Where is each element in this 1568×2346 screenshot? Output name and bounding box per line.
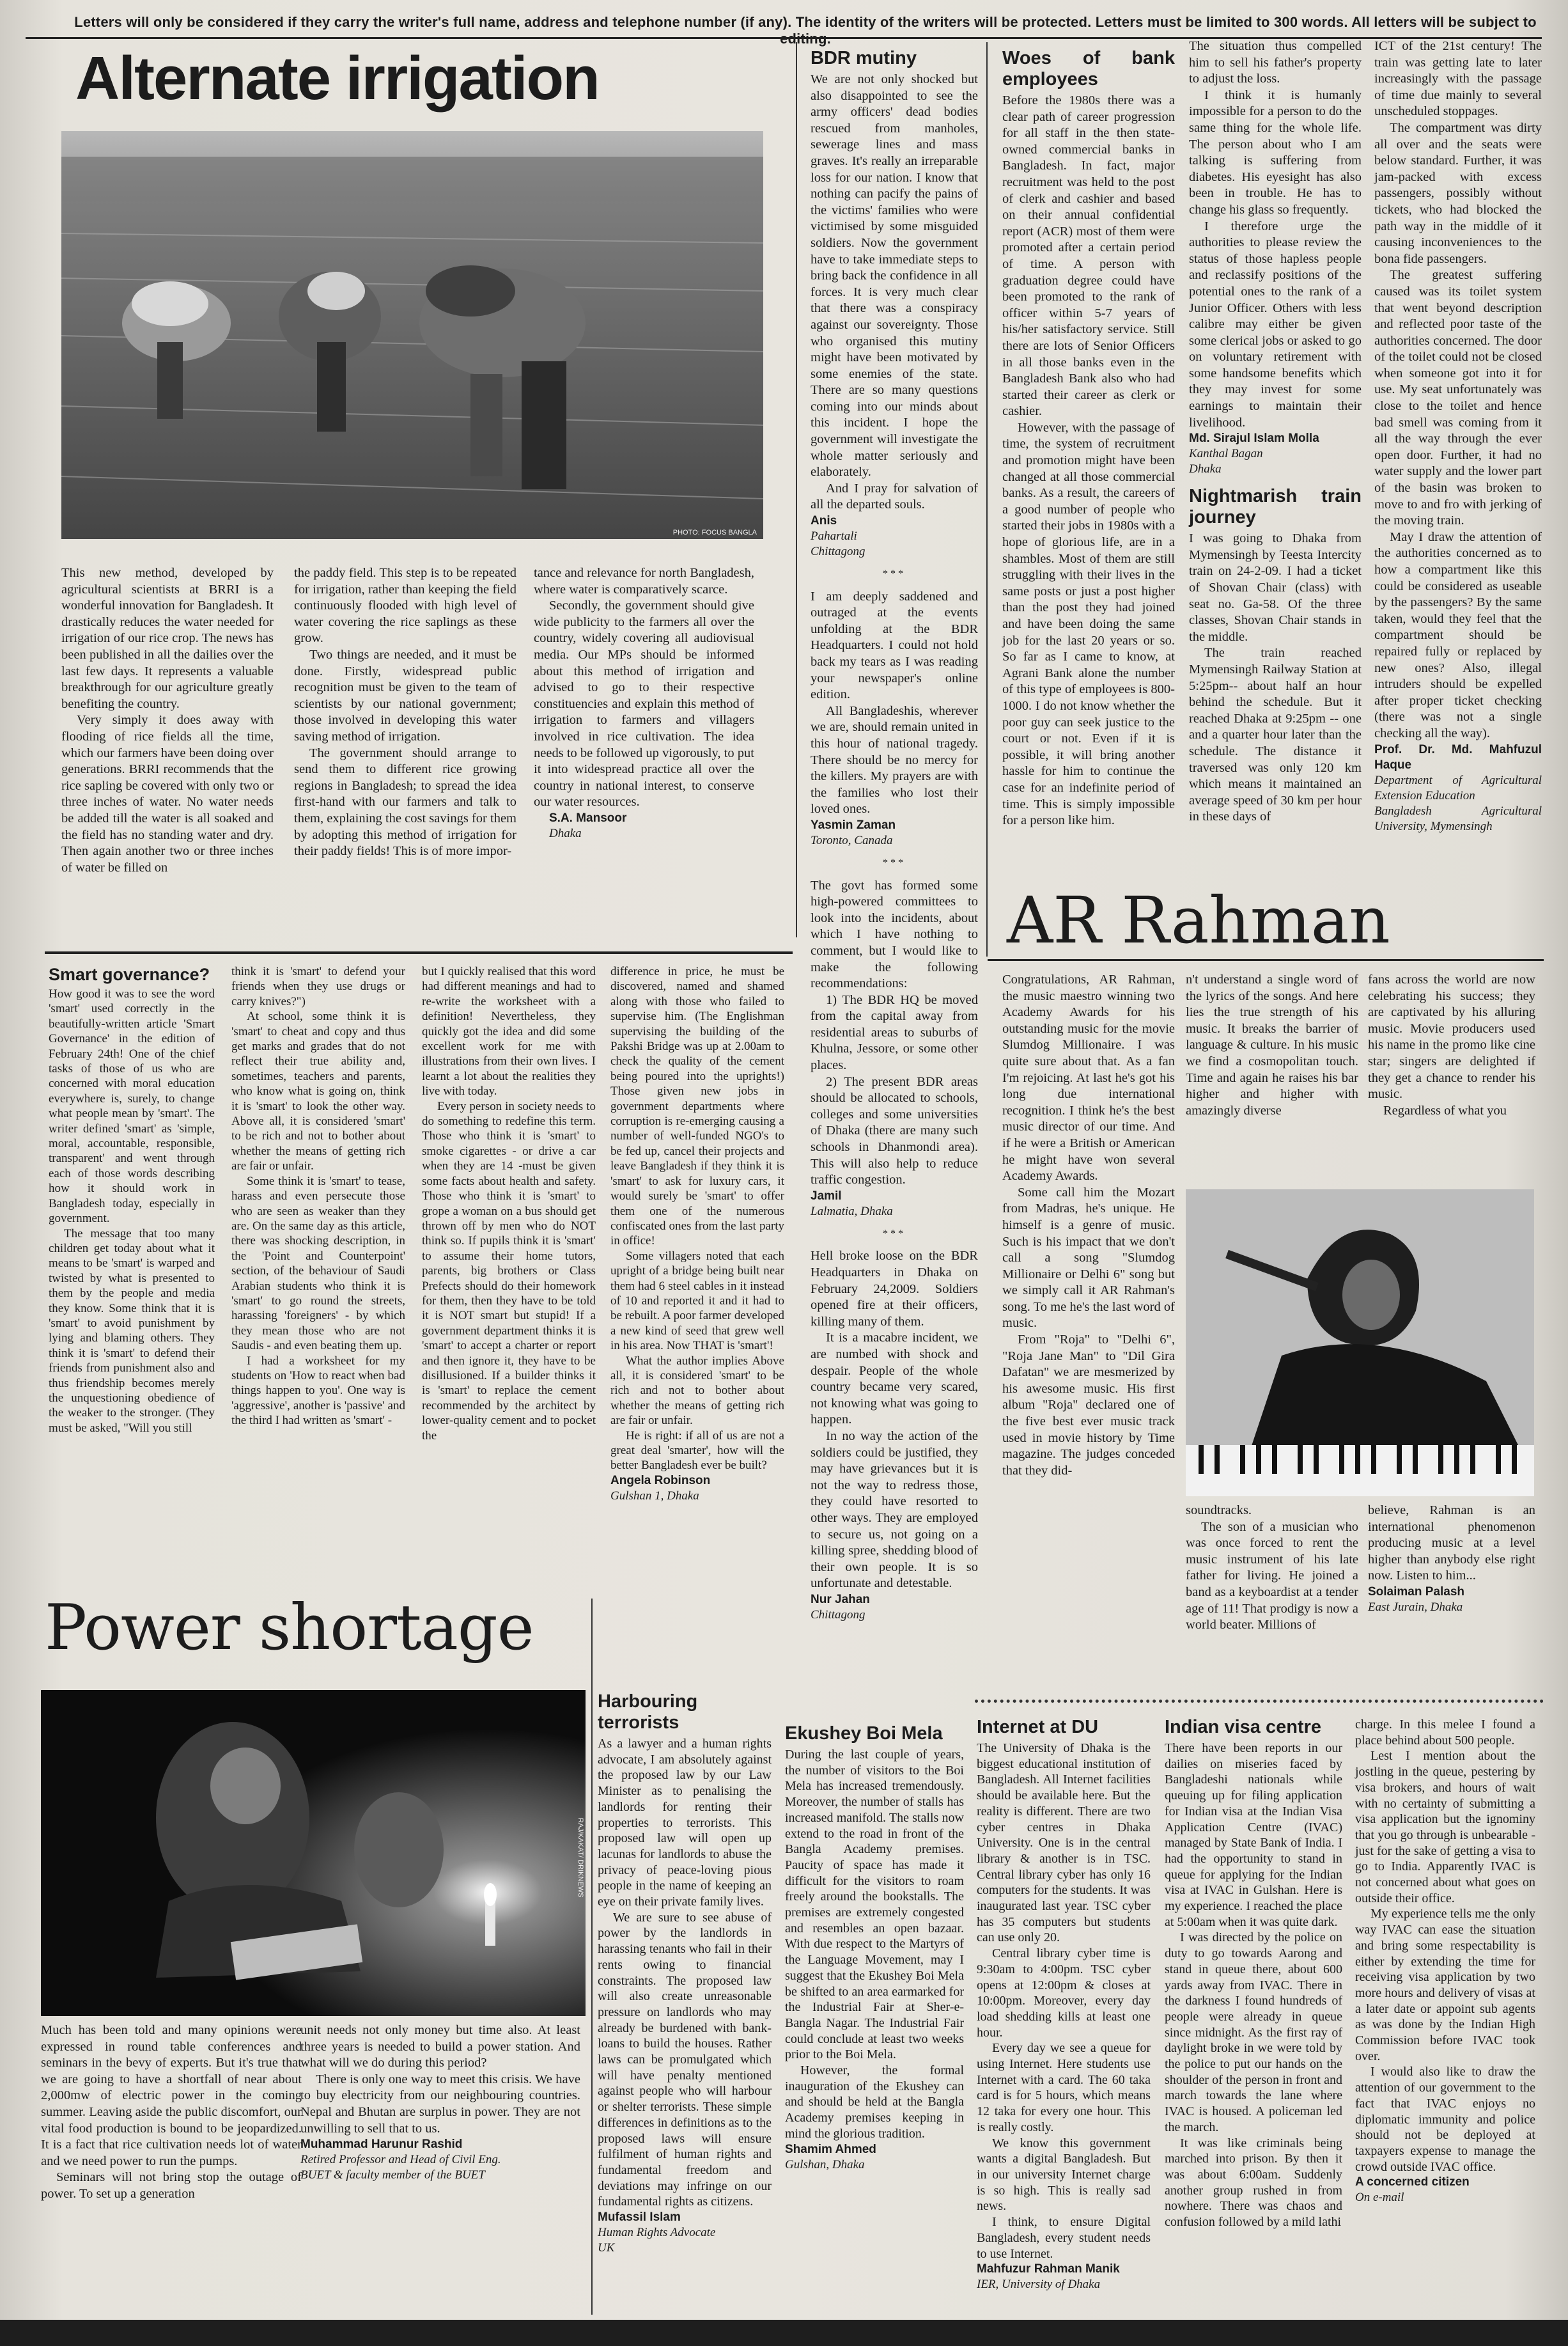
separator-stars: *** <box>883 568 906 580</box>
bdr-place: Chittagong <box>811 545 866 559</box>
irrigation-para: Very simply it does away with flooding of rice fields all the time, which our farmers have been doing over generations. BRRI recommends that the rice sapling be covered with only two or three inches of water. No water needs be added till the water is all soaked and the field has no standing water and dry. Then again another two or three inches of water be filled on <box>61 713 274 875</box>
smart-para: How good it was to see the word 'smart' used correctly in the beautifully-written article 'Smart Governance' in the edition of February 24th! One of the chief tasks of those of us who are concerned with moral education everywhere is, surely, to change what people mean by 'smart'. The writer defined 'smart' as 'simple, moral, accountable, responsible, transparent' and went through each of those words describing how it should work in Bangladesh today, especially in government. <box>49 987 215 1226</box>
rahman-headline: AR Rahman <box>1007 883 1390 958</box>
power-col1 <box>41 2022 302 2203</box>
visa-para: It was like criminals being marched into prison. By then it was about 6:00am. Suddenly another group rushed in from nowhere. There was chaos and confusion followed by a mild lathi <box>1165 2136 1342 2230</box>
internet-para: Central library cyber time is 9:30am to 4:00pm. TSC cyber opens at 12:00pm & closes at 10:00pm. Moreover, every day load shedding kills at least one hour. <box>977 1946 1151 2040</box>
train-headline: Nightmarish train journey <box>1189 486 1362 528</box>
bank-para: However, with the passage of time, the system of recruitment and promotion might have been changed at all those commercial banks. As a result, the careers of a good number of people who started their jobs in 1980s with a hope of glorious life, are in a shambles. Most of them are still struggling with their lives in the same posts or just a post higher than the post they had joined and have been doing the same job for the last 20 years or so. So far as I came to know, at Agrani Bank alone the number of this type of employees is 800-1000. I do not know whether the poor guy can seek justice to the court or not. Even if it is possible, it will bring another hassle for him to continue the case for an indefinite period of time. This is simply impossible for a person like him. <box>1002 420 1175 828</box>
irrigation-col1 <box>61 565 274 876</box>
smart-headline: Smart governance? <box>49 965 210 984</box>
boimela-place: Gulshan, Dhaka <box>785 2157 865 2171</box>
photo-credit: PHOTO: FOCUS BANGLA <box>672 529 757 536</box>
visa-column-2 <box>1355 1717 1535 2205</box>
visa-column <box>1165 1717 1342 2230</box>
page-bottom-edge <box>0 2320 1568 2346</box>
bdr-place: Lalmatia, Dhaka <box>811 1204 893 1218</box>
rahman-para: From "Roja" to "Delhi 6", "Roja Jane Man" to "Dil Gira Dafatan" we are mesmerized by his awesome music. His first album "Roja" declared one of the five best ever music track used in movie history by Time magazine. The judges conceded that they did- <box>1002 1333 1175 1478</box>
bdr-author: Nur Jahan <box>811 1592 870 1606</box>
boimela-headline: Ekushey Boi Mela <box>785 1723 943 1744</box>
bdr-para: Hell broke loose on the BDR Headquarters in Dhaka on February 24,2009. Soldiers opened fire at their officers, killing many of them. <box>811 1249 978 1329</box>
train-para: The train reached Mymensingh Railway Station at 5:25pm-- about half an hour behind the schedule. But it reached Dhaka at 9:25pm -- one and a quarter hour later than the schedule. The distance it traversed was only 120 km which means it maintained an average speed of 30 km per hour in these days of <box>1189 646 1362 824</box>
rahman-para: The son of a musician who was once forced to rent the music instrument of his late father for living. He joined a band as a keyboardist at a tender age of 11! That prodigy is now a world beater. Millions of <box>1186 1519 1358 1632</box>
visa-para: There have been reports in our dailies on miseries faced by Bangladeshi nationals while queuing up for filing application for Indian visa at the Indian Visa Application Centre (IVAC) managed by State Bank of India. I had the opportunity to stand in queue for applying for the Indian visa at IVAC in Gulshan. Here is my experience. I reached the place at 5:00am when it was quite dark. <box>1165 1741 1342 1929</box>
bank-para: The situation thus compelled him to sell his father's property to adjust the loss. <box>1189 39 1362 86</box>
letters-policy-banner: Letters will only be considered if they carry the writer's full name, address and telephone number (if any). The identity of the writers will be protected. Letters must be limited to 300 words. All letters will be subject to <box>74 14 1537 30</box>
bdr-para: In no way the action of the soldiers could be justified, they may have grievances but it is not the way to redress those, they could have resorted to other ways. They are employed to secure us, not going on a killing spree, shedding blood of their own people. It is so unfortunate and detestable. <box>811 1428 978 1591</box>
smart-para: Some think it is 'smart' to tease, harass and even persecute those who are seen as weaker than they are. On the same day as this article, there was shocking description, in the 'Point and Counterpoint' section, of the behaviour of Saudi Arabian students who think it is 'smart' to go round the streets, harassing 'foreigners' - by which they mean those who are not Saudis - and even beating them up. <box>231 1174 405 1353</box>
irrigation-para: tance and relevance for north Bangladesh, where water is comparatively scarce. <box>534 566 754 597</box>
train-place: Bangladesh Agricultural University, Mymensingh <box>1374 804 1542 833</box>
rahman-para: n't understand a single word of the lyrics of the songs. And here lies the true strength of his music. It breaks the barrier of language & culture. In his music we find a cosmopolitan touch. Time and again he raises his bar higher and higher with amazingly diverse <box>1186 973 1358 1118</box>
irrigation-author: S.A. Mansoor <box>549 811 627 825</box>
visa-headline: Indian visa centre <box>1165 1717 1321 1737</box>
smart-col2 <box>231 964 405 1428</box>
bdr-para: We are not only shocked but also disappointed to see the army officers' dead bodies rescued from manholes, sewerage lines and mass graves. It's really an irreparable loss for our nation. I know that nothing can pacify the pains of the victims' families who were victimised by some misguided soldiers. Now the government have to take immediate steps to bring back the confidence in all forces. It is very much clear that there was a conspiracy against our sovereignty. Those who organised this mutiny might have been motivated by some enemies of the state. There are so many questions coming into our minds about this incident. I hope the government will investigate the whole matter seriously and elaborately. <box>811 72 978 480</box>
smart-para: but I quickly realised that this word had different meanings and had to re-write the worksheet with a definition! Nevertheless, they quickly got the idea and did some excellent work for me with illustrations from their own lives. I learnt a lot about the realities they live with today. <box>422 965 596 1099</box>
smart-para: He is right: if all of us are not a great deal 'smarter', how will the better Bangladesh ever be built? <box>610 1428 784 1473</box>
section-rule <box>45 951 793 954</box>
bank-para: Before the 1980s there was a clear path of career progression for all staff in the then state-owned commercial banks in Bangladesh. In fact, major recruitment was held to the post of clerk and cashier and based on their annual confidential report (ACR) most of them were promoted after a certain period of time. A person with graduation degree could have been promoted to the rank of officer within 5-7 years of his/her satisfactory service. Still there are lots of Senior Officers in all those banks even in the Bangladesh Bank also who had started their career as clerk or cashier. <box>1002 93 1175 419</box>
smart-para: difference in price, he must be discovered, named and shamed along with those who failed to supervise him. (The Englishman supervising the building of the Pakshi Bridge was up at 2.00am to check the quality of the cement being poured into the uprights!) Those given new jobs in government departments where corruption is re-emerging causing a number of well-funded NGO's to be fed up, cancel their projects and leave Bangladesh if they think it is 'smart' to ask for luxury cars, it would surely be 'smart' to offer them one of the numerous confiscated ones from the last party in office! <box>610 965 784 1248</box>
power-para: There is only one way to meet this crisis. We have to buy electricity from our neighbouring countries. Nepal and Bhutan are surplus in power. They are not unwilling to sell that to us. <box>300 2072 580 2136</box>
irrigation-col2 <box>294 565 516 860</box>
rahman-author: Solaiman Palash <box>1368 1584 1465 1599</box>
bdr-place: Chittagong <box>811 1607 866 1622</box>
bank-place: Kanthal Bagan <box>1189 447 1263 461</box>
smart-para: What the author implies Above all, it is considered 'smart' to be rich and not to bother about whether the means of getting rich are fair or unfair. <box>610 1354 784 1428</box>
internet-headline: Internet at DU <box>977 1717 1099 1737</box>
boimela-column <box>785 1723 964 2173</box>
rahman-para: Some call him the Mozart from Madras, he's unique. He himself is a genre of music. Such is his impact that we don't call a song "Slumdog Millionaire or Delhi 6" song but we simply call it AR Rahman's song. To me he's the last word of music. <box>1002 1185 1175 1331</box>
photo-credit: RAJ/KAKAT/ DRIKNEWS <box>577 1818 584 1898</box>
harbouring-author: Mufassil Islam <box>598 2210 681 2225</box>
rice-field-photo <box>61 131 763 539</box>
bdr-para: The govt has formed some high-powered committees to look into the incidents, about which I have nothing to comment, but I would like to make the following recommendations: <box>811 878 978 991</box>
visa-para: I would also like to draw the attention of our government to the fact that IVAC enjoys no diplomatic immunity and police should not be deployed at taxpayers expense to manage the crowd outside IVAC office. <box>1355 2065 1535 2174</box>
smart-para: I had a worksheet for my students on 'How to react when bad things happen to you'. One way is 'aggressive', another is 'passive' and the third I had written as 'smart' - <box>231 1354 405 1428</box>
bank-para: I think it is humanly impossible for a person to do the same thing for the whole life. The person about who I am talking is suffering from diabetes. His eyesight has also been in trouble. He has to change his glass so frequently. <box>1189 88 1362 217</box>
internet-para: The University of Dhaka is the biggest educational institution of Bangladesh. All Internet facilities should be available here. But the reality is different. There are two cyber centres in Dhaka University. One is in the central library & another is in TSC. Central library cyber has only 16 computers for the students. It was inaugurated last year. TSC cyber has 35 computers but students can use only 20. <box>977 1741 1151 1945</box>
visa-para: My experience tells me the only way IVAC can ease the situation and bring some respectability is either by extending the time for receiving visa application by two more hours and delivery of visas at a later date or appoint sub agents as was done by the Indian High Commission before IVAC took over. <box>1355 1907 1535 2063</box>
power-headline: Power shortage <box>45 1591 534 1664</box>
train-para: The greatest suffering caused was its toilet system that went beyond description and reflected poor taste of the authorities concerned. The door of the toilet could not be closed when someone got into it for use. My seat unfortunately was close to the toilet and hence bad smell was coming from it all the way through the ever open door. Further, it had no water supply and the lower part of the basin was broken to move to and fro with jerking of the moving train. <box>1374 268 1542 528</box>
rahman-para: Congratulations, AR Rahman, the music maestro winning two Academy Awards for his outstanding music for the movie Slumdog Millionaire. I was quite sure about that. As a fan I'm rejoicing. At last he's got his long due international recognition. I think he's the best music director of our time. And if he were a British or American he might have won several Academy Awards. <box>1002 973 1175 1184</box>
bdr-place: Toronto, Canada <box>811 833 893 847</box>
internet-column <box>977 1717 1151 2292</box>
rahman-col1 <box>1002 972 1175 1479</box>
power-para: Seminars will not bring stop the outage of power. To set up a generation <box>41 2170 302 2201</box>
harbouring-place: UK <box>598 2241 615 2255</box>
power-author: Muhammad Harunur Rashid <box>300 2138 463 2152</box>
rahman-para: Regardless of what you <box>1383 1103 1507 1118</box>
bank-column-2 <box>1189 38 1362 825</box>
bdr-para: And I pray for salvation of all the departed souls. <box>811 481 978 512</box>
visa-para: Lest I mention about the jostling in the queue, pestering by visa brokers, and hours of wait with no certainty of submitting a visa application but the ignominy that you go through is unbearable - just for the sake of getting a visa to go to India. Apparently IVAC is not concerned about what goes on outside their office. <box>1355 1749 1535 1905</box>
separator-stars: *** <box>883 1228 906 1239</box>
rahman-para: fans across the world are now celebrating his success; they are captivated by his alluring music. Movie producers used his name in the promo like cine star; singers are delighted if they get a chance to render his music. <box>1368 973 1535 1102</box>
visa-para: I was directed by the police on duty to go towards Aarong and stand in queue there, about 600 yards away from IVAC. There in the darkness I found hundreds of people were already in queue since midnight. As the first ray of daylight broke in we were told by the police to put our hands on the shoulder of the person in front and march towards the lane where IVAC is housed. A policeman led the march. <box>1165 1930 1342 2134</box>
smart-col3 <box>422 964 596 1443</box>
dotted-rule <box>975 1700 1544 1703</box>
visa-place: On e-mail <box>1355 2191 1404 2205</box>
visa-author: A concerned citizen <box>1355 2175 1470 2189</box>
smart-col1 <box>49 964 215 1435</box>
internet-para: Every day we see a queue for using Internet. Here students use Internet with a card. The 60 taka card is for 5 hours, which means 12 taka for every one hour. This is really costly. <box>977 2041 1151 2134</box>
rahman-col2 <box>1186 972 1358 1119</box>
separator-stars: *** <box>883 857 906 868</box>
visa-para: charge. In this melee I found a place behind about 500 people. <box>1355 1717 1535 1748</box>
rahman-photo <box>1186 1189 1534 1496</box>
smart-para: At school, some think it is 'smart' to cheat and copy and thus get marks and grades that do not reflect their true ability and, sometimes, teachers and parents, who know what is going on, think it is 'smart' to look the other way. Above all, it is considered 'smart' to be rich and not to bother about whether the means of getting rich are fair or unfair. <box>231 1010 405 1173</box>
smart-para: Some villagers noted that each upright of a bridge being built near them had 6 steel cables in it instead of 10 and reported it and it had to be rebuilt. A poor farmer developed a new kind of seed that grew well in his area. Now THAT is 'smart'! <box>610 1249 784 1353</box>
smart-place: Gulshan 1, Dhaka <box>610 1489 699 1503</box>
smart-col4 <box>610 964 784 1504</box>
rahman-col-bottom2 <box>1368 1503 1535 1615</box>
bdr-para: 1) The BDR HQ be moved from the capital away from residential areas to suburbs of Khulna, Jessore, or some other places. <box>811 992 978 1073</box>
smart-para: The message that too many children get today about what it means to be 'smart' is warped and twisted by what is presented to them by the people and media they know. Some think that it is 'smart' to avoid punishment by lying and blaming others. They think it is 'smart' to defend their friends from punishment also and thus friendship becomes merely the unquestioning obedience of the weaker to the stronger. (They must be asked, "Will you still <box>49 1226 215 1435</box>
rahman-place: East Jurain, Dhaka <box>1368 1600 1463 1614</box>
rahman-col3 <box>1368 972 1535 1119</box>
internet-place: IER, University of Dhaka <box>977 2278 1101 2292</box>
column-rule <box>986 42 988 957</box>
bdr-para: I am deeply saddened and outraged at the events unfolding at the BDR Headquarters. I could not hold back my tears as I was reading your newspaper's online edition. <box>811 589 978 702</box>
train-para: ICT of the 21st century! The train was getting late to later increasingly with the passage of time due mainly to several unscheduled stoppages. <box>1374 39 1542 119</box>
column-rule <box>796 42 797 937</box>
irrigation-place: Dhaka <box>549 826 582 840</box>
candlelight-study-image <box>41 1690 586 2016</box>
power-place: BUET & faculty member of the BUET <box>300 2168 485 2182</box>
bdr-author: Yasmin Zaman <box>811 818 896 832</box>
train-author: Prof. Dr. Md. Mahfuzul Haque <box>1374 742 1542 772</box>
internet-para: We know this government wants a digital Bangladesh. But in our university Internet charge is so high. This is really sad news. <box>977 2136 1151 2214</box>
musician-image <box>1186 1189 1534 1496</box>
harbouring-column <box>598 1691 772 2256</box>
smart-author: Angela Robinson <box>610 1473 711 1487</box>
column-rule <box>591 1599 593 2315</box>
smart-para: Every person in society needs to do something to redefine this term. Those who think it is 'smart' to smoke cigarettes - or drive a car when they are 14 -must be given some facts about health and safety. Those who think it is 'smart' to grope a woman on a bus should get thrown off by men who do NOT think so. If pupils think it is 'smart' to assume their home tutors, parents, big brothers or Class Prefects should do their homework for them, then they have to be told it is NOT smart but stupid! If a government department thinks it is 'smart' to accept a charter or report and then ignore it, they have to be disillusioned. If a builder thinks it is 'smart' to replace the cement recommended by the architect by lower-quality cement and to pocket the <box>422 1099 596 1443</box>
bdr-author: Anis <box>811 514 837 528</box>
irrigation-col3 <box>534 565 754 841</box>
power-photo <box>41 1690 586 2016</box>
bank-column <box>1002 48 1175 829</box>
train-column <box>1374 38 1542 834</box>
bank-para: I therefore urge the authorities to please review the status of those hapless people and reclassify positions of the potential ones to the rank of a Junior Officer. Others with less calibre may either be given some clerical jobs or asked to go on voluntary retirement with some handsome benefits which they may invest for some earnings to maintain their livelihood. <box>1189 219 1362 430</box>
irrigation-para: The government should arrange to send them to different rice growing regions in Bangladesh; to spread the idea first-hand with our farmers and talk to them, explaining the cost savings for them by adopting this method of irrigation for their paddy fields! This is of more impor- <box>294 746 516 859</box>
harbouring-para: We are sure to see abuse of power by the landlords in harassing tenants who fail in their rents owing to financial constraints. The proposed law will also create unreasonable pressure on landlords who may already be burdened with bank-loans to build the houses. Rather laws can be promulgated which will have penalty mentioned against people who will harbour or shelter terrorists. These simple differences in definitions as to the proposed laws will ensure fulfilment of human rights and fundamental freedom and deviations may infringe on our fundamental rights as citizens. <box>598 1910 772 2209</box>
harbouring-headline: Harbouring terrorists <box>598 1691 698 1733</box>
bank-headline: Woes of bank employees <box>1002 48 1175 90</box>
train-para: The compartment was dirty all over and the seats were below standard. Further, it was jam-packed with excess passengers, possibly without tickets, who had blocked the path way in the middle of it causing inconveniences to the bona fide passengers. <box>1374 120 1542 266</box>
smart-para: think it is 'smart' to defend your friends when they use drugs or carry knives?") <box>231 965 405 1008</box>
irrigation-headline: Alternate irrigation <box>75 44 599 113</box>
train-para: I was going to Dhaka from Mymensingh by Teesta Intercity train on 24-2-09. I had a ticket of Shovan Chair (class) with seat no. Ga-58. Of the three classes, Shovan Chair stands in the middle. <box>1189 531 1362 644</box>
rahman-para: soundtracks. <box>1186 1503 1252 1517</box>
bdr-headline: BDR mutiny <box>811 48 917 68</box>
rice-planting-image <box>61 131 763 539</box>
bdr-place: Pahartali <box>811 529 857 543</box>
harbouring-place: Human Rights Advocate <box>598 2226 716 2240</box>
boimela-para: During the last couple of years, the number of visitors to the Boi Mela has increased tremendously. Moreover, the number of stalls has increased manifold. The stalls now extend to the road in front of the Bangla Academy premises. Paucity of space has made it difficult for the visitors to roam freely around the bookstalls. The premises are extremely congested and resembles an open bazaar. With due respect to the Martyrs of the Language Movement, may I suggest that the Ekushey Boi Mela be shifted to an area earmarked for the Industrial Fair at Sher-e-Bangla Nagar. The Industrial Fair could conclude at least two weeks prior to the Boi Mela. <box>785 1748 964 2062</box>
bdr-para: All Bangladeshis, wherever we are, should remain united in this hour of national tragedy. There should be no mercy for the killers. My prayers are with the families who lost their loved ones. <box>811 703 978 817</box>
bdr-column <box>811 48 978 1623</box>
train-para: May I draw the attention of the authorities concerned as to how a compartment like this could be considered as useable by the passengers? By the same taken, would they feel that the compartment should be repaired fully or replaced by new ones? Also, illegal intruders should be expelled after proper ticket checking (there was not a single checking all the way). <box>1374 529 1542 740</box>
irrigation-para: the paddy field. This step is to be repeated for irrigation, rather than keeping the field continuously flooded with high level of water covering the rice saplings as these grow. <box>294 566 516 646</box>
irrigation-para: Secondly, the government should give wide publicity to the farmers all over the country, widely covering all audiovisual media. Our MPs should be informed about this method of irrigation and advised to go to their respective constituencies and explain this method of irrigation to farmers and villagers involved in rice cultivation. The idea needs to be followed up vigorously, to put it into widespread practice all over the country in national interest, to conserve our water resources. <box>534 598 754 809</box>
rahman-para: believe, Rahman is an international phenomenon producing music at a level higher than anybody else right now. Listen to him... <box>1368 1503 1535 1583</box>
power-col2 <box>300 2022 580 2183</box>
boimela-para: However, the formal inauguration of the Ekushey can and should be held at the Bangla Academy premises keeping in mind the glorious tradition. <box>785 2063 964 2141</box>
harbouring-para: As a lawyer and a human rights advocate, I am absolutely against the proposed law by our Law Minister as to penalising the landlords for renting their properties to terrorists. This proposed law will open up lacunas for landlords to abuse the privacy of peace-loving pious people in the name of keeping an eye on their private family lives. <box>598 1737 772 1909</box>
bdr-author: Jamil <box>811 1189 842 1203</box>
section-rule <box>988 959 1544 961</box>
power-para: unit needs not only money but time also. At least three years is needed to build a power station. And what will we do during this period? <box>300 2023 580 2070</box>
internet-author: Mahfuzur Rahman Manik <box>977 2262 1120 2276</box>
irrigation-para: Two things are needed, and it must be done. Firstly, widespread public recognition must be given to the team of scientists by our national government; those involved in developing this water saving method of irrigation. <box>294 647 516 744</box>
bank-author: Md. Sirajul Islam Molla <box>1189 432 1319 446</box>
power-place: Retired Professor and Head of Civil Eng. <box>300 2153 501 2167</box>
bdr-para: It is a macabre incident, we are numbed with shock and despair. People of the whole country became very scared, not knowing what was going to happen. <box>811 1331 978 1427</box>
boimela-author: Shamim Ahmed <box>785 2142 876 2156</box>
train-place: Department of Agricultural Extension Education <box>1374 773 1542 802</box>
bdr-para: 2) The present BDR areas should be allocated to schools, colleges and some universities of Dhaka (there are many such schools in Dhanmondi area). This will also help to reduce traffic congestion. <box>811 1074 978 1187</box>
internet-para: I think, to ensure Digital Bangladesh, every student needs to use Internet. <box>977 2215 1151 2261</box>
irrigation-para: This new method, developed by agricultural scientists at BRRI is a wonderful innovation for Bangladesh. It drastically reduces the water needed for irrigation of our rice crop. The news has been published in all the dailies over the last few days. It represents a valuable breakthrough for our agriculture greatly benefiting the country. <box>61 566 274 711</box>
rahman-col-bottom1 <box>1186 1503 1358 1634</box>
bank-place: Dhaka <box>1189 462 1222 476</box>
power-para: Much has been told and many opinions were expressed in round table conferences and seminars in the bevy of experts. But it's true that we are going to have a shortfall of near about 2,000mw of electric power in the coming summer. Leaving aside the public discomfort, our vital food production is bound to be jeopardized. It is a fact that rice cultivation needs lot of water and we need power to run the pumps. <box>41 2023 302 2168</box>
